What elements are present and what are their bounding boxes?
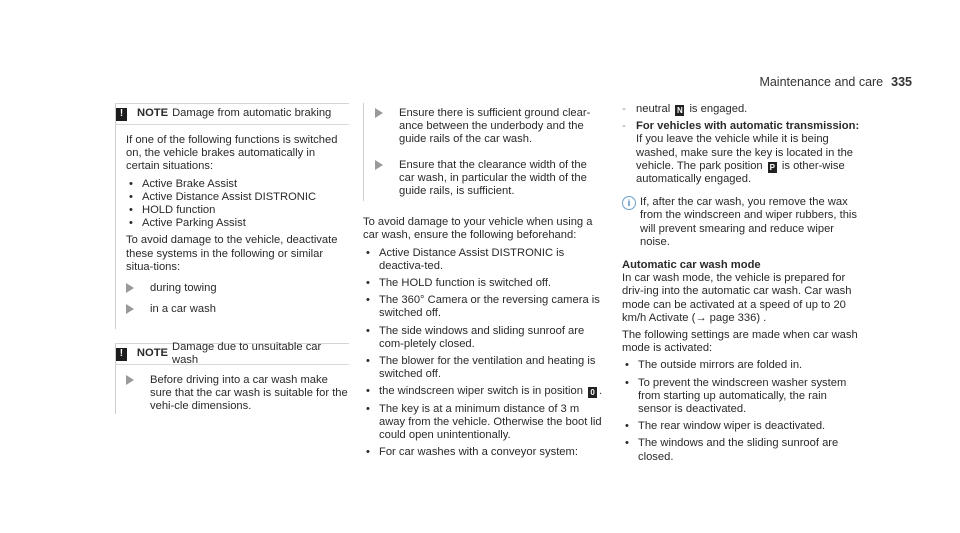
note-body <box>116 124 349 316</box>
list-item: • Active Brake Assist <box>126 178 349 191</box>
dash-item <box>622 103 862 116</box>
list-item: • Active Parking Assist <box>126 217 349 230</box>
warning-icon: ! <box>116 348 127 361</box>
tip-block <box>622 196 862 249</box>
auto-text: If you leave the vehicle while it is being washed, make sure the key is located in the vehicle. The park position <box>636 133 854 172</box>
list-item: • The key is at a minimum distance of 3 m away from the vehicle. Otherwise the boot lid could open unintentionally. <box>363 403 605 443</box>
step-item <box>126 303 349 316</box>
page-header <box>759 75 912 89</box>
key-park-icon: P <box>769 162 775 172</box>
note-label: NOTE <box>136 347 168 360</box>
info-icon: i <box>622 196 636 210</box>
step-item <box>375 159 605 199</box>
list-item: • For car washes with a conveyor system: <box>363 446 605 459</box>
step-item <box>126 374 349 414</box>
arrow-icon <box>126 283 134 293</box>
arrow-icon <box>126 304 134 314</box>
list-item: • The 360° Camera or the reversing camera is switched off. <box>363 294 605 320</box>
step-text: in a car wash <box>150 303 216 316</box>
tip-text: If, after the car wash, you remove the wax from the windscreen and wiper rubbers, this will prevent smearing and reduce wiper noise. <box>640 196 858 248</box>
car-wash-mode-paragraph: In car wash mode, the vehicle is prepared for driv-ing into the automatic car wash. Car wash mode can be activated at a speed of up to 20 km/h Activate (→ page 336) . <box>622 272 852 324</box>
step-text: during towing <box>150 282 217 295</box>
note-paragraph: To avoid damage to the vehicle, deactivate these systems in the following or similar situa-tions: <box>126 234 338 273</box>
list-item: • The side windows and sliding sunroof are com-pletely closed. <box>363 325 605 351</box>
note-label: NOTE <box>137 107 169 120</box>
auto-transmission-title: For vehicles with automatic transmission: <box>636 120 860 133</box>
dash-item <box>622 120 862 186</box>
wiper-text-end: . <box>599 385 603 398</box>
note-automatic-braking <box>115 103 349 329</box>
list-item: • The outside mirrors are folded in. <box>622 359 862 372</box>
note-header <box>116 340 349 366</box>
note-title: Damage from automatic braking <box>172 107 332 120</box>
arrow-icon <box>126 375 134 385</box>
list-item: • The windows and the sliding sunroof are closed. <box>622 437 862 463</box>
list-item: • Active Distance Assist DISTRONIC is deactiva-ted. <box>363 247 605 273</box>
note-title: Damage due to unsuitable car wash <box>171 340 322 366</box>
neutral-text: neutral <box>636 103 671 115</box>
column-3 <box>622 103 862 464</box>
auto-text-end: is other-wise automatically engaged. <box>636 159 845 186</box>
page-number: 335 <box>891 75 912 89</box>
arrow-icon <box>375 160 383 170</box>
step-text: Before driving into a car wash make sure that the car wash is suitable for the vehi-cle dimensions. <box>150 374 348 413</box>
neutral-text-end: is engaged. <box>689 103 748 115</box>
key-zero-icon: 0 <box>588 387 597 398</box>
list-item <box>363 385 605 398</box>
settings-list <box>622 359 862 463</box>
note-car-wash <box>115 340 349 414</box>
list-item: • HOLD function <box>126 204 349 217</box>
note-continuation-border <box>363 103 364 201</box>
key-neutral-icon: N <box>676 106 683 115</box>
list-item: • To prevent the windscreen washer system from starting up automatically, the rain sensor is deactivated. <box>622 377 862 417</box>
column-2 <box>363 107 605 459</box>
car-wash-mode-title: Automatic car wash mode <box>622 259 761 272</box>
note-body <box>116 364 349 414</box>
wiper-text: the windscreen wiper switch is in position <box>379 385 583 398</box>
step-text: Ensure that the clearance width of the car wash, in particular the width of the guide rails, is sufficient. <box>399 158 587 198</box>
note-intro: If one of the following functions is switched on, the vehicle brakes automatically in certain situations: <box>126 134 338 173</box>
checklist <box>363 247 605 460</box>
note-header <box>116 104 349 124</box>
list-item: • The HOLD function is switched off. <box>363 277 605 290</box>
list-item: • The blower for the ventilation and heating is switched off. <box>363 355 605 381</box>
car-wash-paragraph: To avoid damage to your vehicle when using a car wash, ensure the following beforehand: <box>363 216 593 242</box>
arrow-icon <box>375 108 383 118</box>
function-list <box>126 178 349 231</box>
warning-icon: ! <box>116 108 127 121</box>
step-item <box>375 107 605 147</box>
list-item: • Active Distance Assist DISTRONIC <box>126 191 349 204</box>
step-text: Ensure there is sufficient ground clear-ance between the underbody and the guide rails of the car wash. <box>399 107 591 146</box>
list-item: • The rear window wiper is deactivated. <box>622 420 862 433</box>
section-title: Maintenance and care <box>759 75 884 89</box>
settings-paragraph: The following settings are made when car wash mode is activated: <box>622 329 858 355</box>
step-item <box>126 282 349 295</box>
